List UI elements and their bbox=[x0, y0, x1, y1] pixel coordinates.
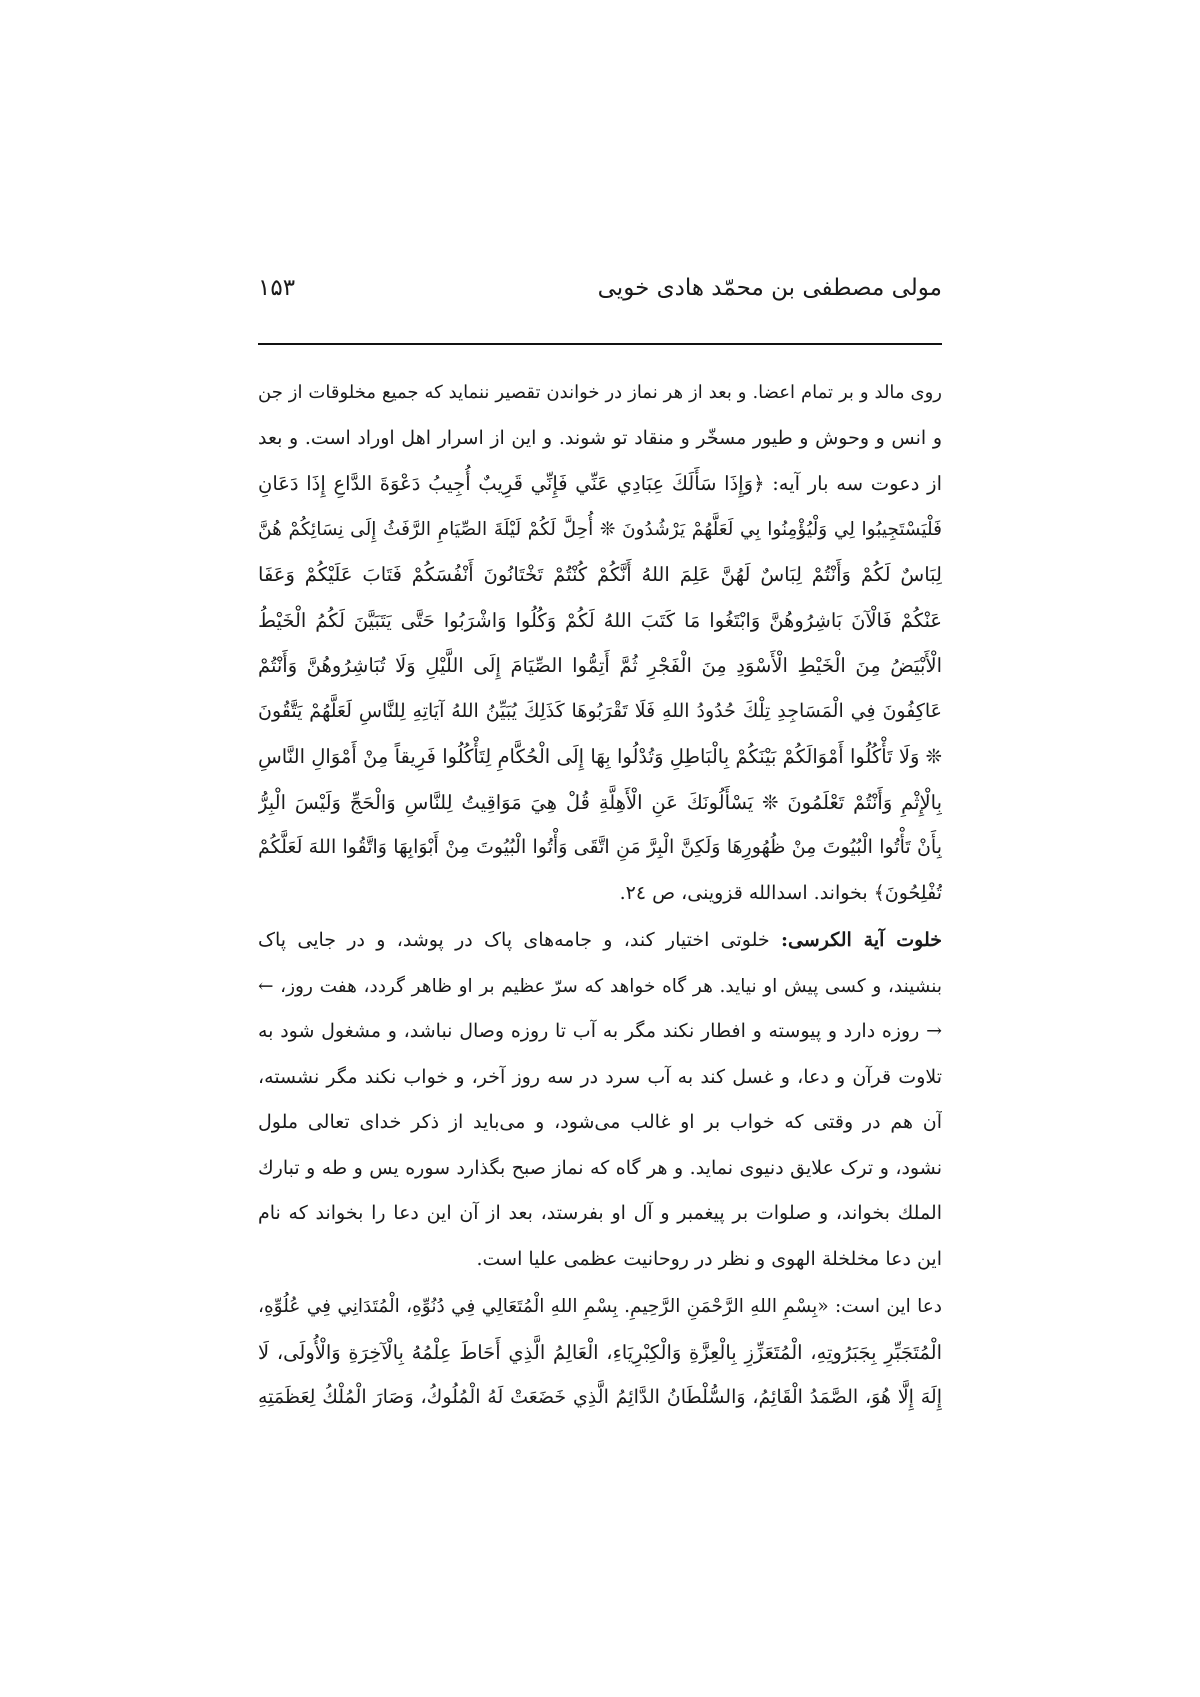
text-line: الملك بخواند، و صلوات بر پیغمبر و آل او بفرستد، بعد از آن این دعا را بخواند که نام bbox=[258, 1202, 942, 1224]
quran-verse-line: عَاكِفُونَ فِي الْمَسَاجِدِ تِلْكَ حُدُودُ اللهِ فَلَا تَقْرَبُوهَا كَذَلِكَ يُبَيِّنُ اللهُ آيَاتِهِ لِلنَّاسِ لَعَلَّهُمْ يَتَّقُونَ bbox=[258, 699, 942, 722]
text-line: این دعا مخلخلة الهوی و نظر در روحانیت عظمی علیا است. bbox=[476, 1247, 942, 1270]
text-line: تلاوت قرآن و دعا، و غسل کند به آب سرد در سه روز آخر، و خواب نکند مگر نشسته، bbox=[258, 1065, 942, 1088]
text-line: → روزه دارد و پیوسته و افطار نکند مگر به آب تا روزه وصال نباشد، و مشغول شود به bbox=[258, 1020, 942, 1042]
quran-verse-line: بِأَنْ تَأْتُوا الْبُيُوتَ مِنْ ظُهُورِهَا وَلَكِنَّ الْبِرَّ مَنِ اتَّقَى وَأْتُوا الْبُيُوتَ مِنْ أَبْوَابِهَا وَاتَّقُوا اللهَ لَعَلَّكُمْ bbox=[258, 836, 942, 858]
quran-verse-line: ❊ وَلَا تَأْكُلُوا أَمْوَالَكُمْ بَيْنَكُمْ بِالْبَاطِلِ وَتُدْلُوا بِهَا إِلَى الْحُكَّامِ لِتَأْكُلُوا فَرِيقاً مِنْ أَمْوَالِ النَّاسِ bbox=[258, 745, 942, 768]
text-line: روی مالد و بر تمام اعضا. و بعد از هر نماز در خواندن تقصیر ننماید که جمیع مخلوقات از جن bbox=[258, 382, 942, 403]
text-line: و انس و وحوش و طیور مسخّر و منقاد تو شوند. و این از اسرار اهل اوراد است. و بعد bbox=[258, 426, 942, 449]
text-span: خلوتی اختیار کند، و جامه‌های پاک در پوشد، و در جایی پاک bbox=[258, 929, 781, 951]
quran-verse-line: لِبَاسٌ لَكُمْ وَأَنْتُمْ لِبَاسٌ لَهُنَّ عَلِمَ اللهُ أَنَّكُمْ كُنْتُمْ تَخْتَانُونَ أَنْفُسَكُمْ فَتَابَ عَلَيْكُمْ وَعَفَا bbox=[258, 563, 942, 586]
page-number: ۱۵۳ bbox=[258, 275, 296, 301]
text-line bbox=[258, 918, 942, 964]
prayer-line: الْمُتَجَبِّرِ بِجَبَرُوتِهِ، الْمُتَعَزِّزِ بِالْعِزَّةِ وَالْكِبْرِيَاءِ، الْعَالِمُ الَّذِي أَحَاطَ عِلْمُهُ بِالْآخِرَةِ وَالْأُولَى، لَا bbox=[258, 1340, 942, 1364]
text-line: نشود، و ترک علایق دنیوی نماید. و هر گاه که نماز صبح بگذارد سوره یس و طه و تبارك bbox=[258, 1156, 942, 1179]
body-text bbox=[258, 370, 942, 1421]
quran-verse-line: بِالْإِثْمِ وَأَنْتُمْ تَعْلَمُونَ ❊ يَسْأَلُونَكَ عَنِ الْأَهِلَّةِ قُلْ هِيَ مَوَاقِيتُ لِلنَّاسِ وَالْحَجِّ وَلَيْسَ الْبِرُّ bbox=[258, 790, 942, 814]
prayer-line: دعا این است: «بِسْمِ اللهِ الرَّحْمَنِ الرَّحِيمِ. بِسْمِ اللهِ الْمُتَعَالِي فِي دُنُوِّهِ، الْمُتَدَانِي فِي عُلُوِّهِ، bbox=[258, 1296, 942, 1317]
paragraph-prayer-text bbox=[258, 1284, 942, 1421]
page-header bbox=[258, 268, 942, 308]
citation-line: تُفْلِحُونَ﴾ بخواند. اسدالله قزوینی، ص ۲٤. bbox=[619, 881, 942, 904]
paragraph-ayat-al-kursi-retreat bbox=[258, 918, 942, 1282]
running-title: مولی مصطفی بن محمّد هادی خویی bbox=[597, 275, 942, 301]
quran-verse-line: از دعوت سه بار آیه: ﴿وَإِذَا سَأَلَكَ عِبَادِي عَنِّي فَإِنِّي قَرِيبٌ أُجِيبُ دَعْوَةَ الدَّاعِ إِذَا دَعَانِ bbox=[258, 472, 942, 495]
section-heading: خلوت آیة الکرسی: bbox=[780, 929, 942, 951]
prayer-line: إِلَهَ إِلَّا هُوَ، الصَّمَدُ الْقَائِمُ، وَالسُّلْطَانُ الدَّائِمُ الَّذِي خَضَعَتْ لَهُ الْمُلُوكُ، وَصَارَ الْمُلْكُ لِعَظَمَتِهِ bbox=[258, 1386, 942, 1408]
paragraph-invocation-instructions bbox=[258, 370, 942, 916]
quran-verse-line: الْأَبْيَضُ مِنَ الْخَيْطِ الْأَسْوَدِ مِنَ الْفَجْرِ ثُمَّ أَتِمُّوا الصِّيَامَ إِلَى اللَّيْلِ وَلَا تُبَاشِرُوهُنَّ وَأَنْتُمْ bbox=[258, 654, 942, 677]
text-line: آن هم در وقتی که خواب بر او غالب می‌شود، و می‌باید از ذکر خدای تعالی ملول bbox=[258, 1111, 942, 1133]
quran-verse-line: فَلْيَسْتَجِيبُوا لِي وَلْيُؤْمِنُوا بِي لَعَلَّهُمْ يَرْشُدُونَ ❊ أُحِلَّ لَكُمْ لَيْلَةَ الصِّيَامِ الرَّفَثُ إِلَى نِسَائِكُمْ هُنَّ bbox=[258, 518, 942, 540]
text-line: بنشیند، و کسی پیش او نیاید. هر گاه خواهد که سرّ عظیم بر او ظاهر گردد، هفت روز، ← bbox=[258, 975, 942, 997]
header-rule bbox=[258, 343, 942, 345]
quran-verse-line: عَنْكُمْ فَالْآنَ بَاشِرُوهُنَّ وَابْتَغُوا مَا كَتَبَ اللهُ لَكُمْ وَكُلُوا وَاشْرَبُوا حَتَّى يَتَبَيَّنَ لَكُمُ الْخَيْطُ bbox=[258, 608, 942, 632]
